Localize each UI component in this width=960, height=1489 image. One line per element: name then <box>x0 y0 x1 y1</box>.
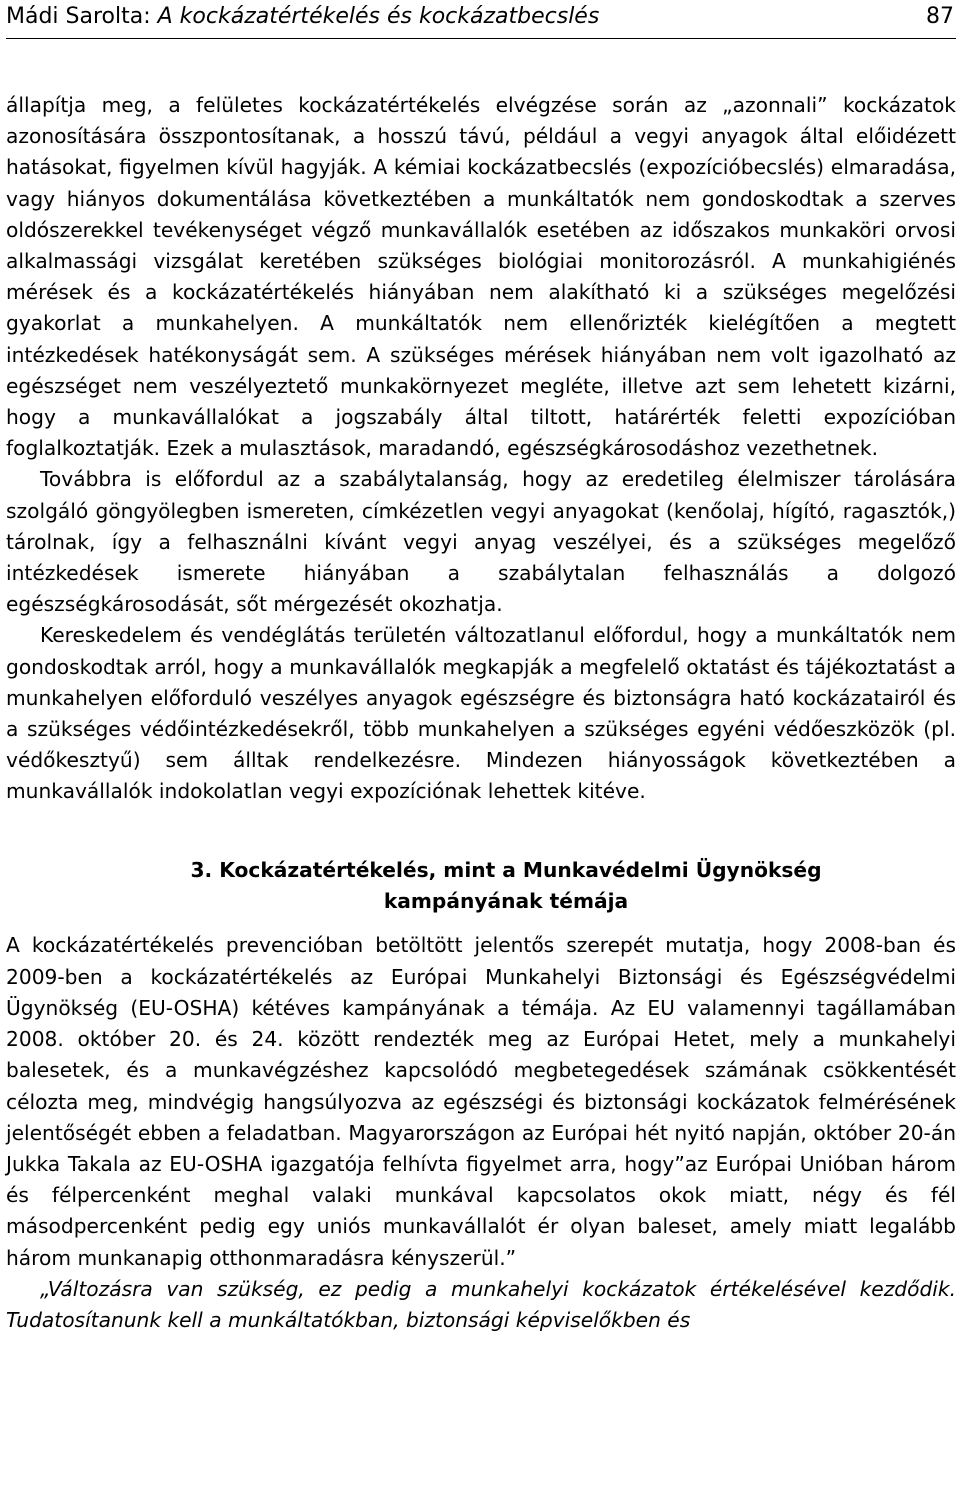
author-name: Mádi Sarolta: <box>6 4 158 29</box>
running-title <box>6 4 599 29</box>
paragraph-continuation: állapítja meg, a felületes kockázatértékelés elvégzése során az „azonnali” kockázatok azonosítására összpontosítanak, a hosszú távú, például a vegyi anyagok által előidézett hatásokat, figyelmen kívül hagyják. A kémiai kockázatbecslés (expozícióbecslés) elmaradása, vagy hiányos dokumentálása következtében a munkáltatók nem gondoskodtak a szerves oldószerekkel tevékenységet végző munkavállalók esetében az időszakos munkaköri orvosi alkalmassági vizsgálat keretében szükséges biológiai monitorozásról. A munkahigiénés mérések és a kockázatértékelés hiányában nem alakítható ki a szükséges megelőzési gyakorlat a munkahelyen. A munkáltatók nem ellenőrizték kielégítően a megtett intézkedések hatékonyságát sem. A szükséges mérések hiányában nem volt igazolható az egészséget nem veszélyeztető munkakörnyezet megléte, illetve azt sem lehetett kizárni, hogy a munkavállalókat a jogszabály által tiltott, határérték feletti expozícióban foglalkoztatják. Ezek a mulasztások, maradandó, egészségkárosodáshoz vezethetnek. <box>6 93 956 461</box>
paragraph-campaign: A kockázatértékelés prevencióban betöltött jelentős szerepét mutatja, hogy 2008-ban és 2009-ben a kockázatértékelés az Európai Munkahelyi Biztonsági és Egészségvédelmi Ügynökség (EU-OSHA) kétéves kampányának a témája. Az EU valamennyi tagállamában 2008. október 20. és 24. között rendezték meg az Európai Hetet, mely a munkahelyi balesetek, és a munkavégzéshez kapcsolódó megbetegedések számának csökkentését célozta meg, mindvégig hangsúlyozva az egészségi és biztonsági kockázatok felmérésének jelentőségét ebben a feladatban. Magyarországon az Európai hét nyitó napján, október 20-án Jukka Takala az EU-OSHA igazgatója felhívta figyelmet arra, hogy”az Európai Unióban három és félpercenként meghal valaki munkával kapcsolatos okok miatt, négy és fél másodpercenként pedig egy uniós munkavállalót ér olyan baleset, amely miatt legalább három munkanapig otthonmaradásra kényszerül.” <box>6 933 956 1270</box>
section-heading <box>6 855 956 918</box>
paragraph-commerce: Kereskedelem és vendéglátás területén változatlanul előfordul, hogy a munkáltatók nem gondoskodtak arról, hogy a munkavállalók megkapják a megfelelő oktatást és tájékoztatást a munkahelyen előforduló veszélyes anyagok egészségre és biztonságra ható kockázatairól és a szükséges védőintézkedésekről, több munkahelyen a szükséges egyéni védőeszközök (pl. védőkesztyű) sem álltak rendelkezésre. Mindezen hiányosságok következtében a munkavállalók indokolatlan vegyi expozíciónak lehettek kitéve. <box>6 623 956 804</box>
chapter-title: A kockázatértékelés és kockázatbecslés <box>157 4 600 29</box>
page-header <box>6 4 956 39</box>
page-body <box>6 90 956 1336</box>
section-heading-line1: 3. Kockázatértékelés, mint a Munkavédelmi Ügynökség <box>190 857 822 882</box>
paragraph-storage: Továbbra is előfordul az a szabálytalanság, hogy az eredetileg élelmiszer tárolására szolgáló göngyölegben ismereten, címkézetlen vegyi anyagokat (kenőolaj, hígító, ragasztók,) tárolnak, így a felhasználni kívánt vegyi anyag veszélyei, és a szükséges megelőző intézkedések ismerete hiányában a szabálytalan felhasználás a dolgozó egészségkárosodását, sőt mérgezését okozhatja. <box>6 467 956 617</box>
quote-paragraph: „Változásra van szükség, ez pedig a munkahelyi kockázatok értékelésével kezdődik. Tudatosítanunk kell a munkáltatókban, biztonsági képviselőkben és <box>6 1276 956 1332</box>
section-heading-line2: kampányának témája <box>383 889 629 914</box>
page-number: 87 <box>926 4 954 29</box>
